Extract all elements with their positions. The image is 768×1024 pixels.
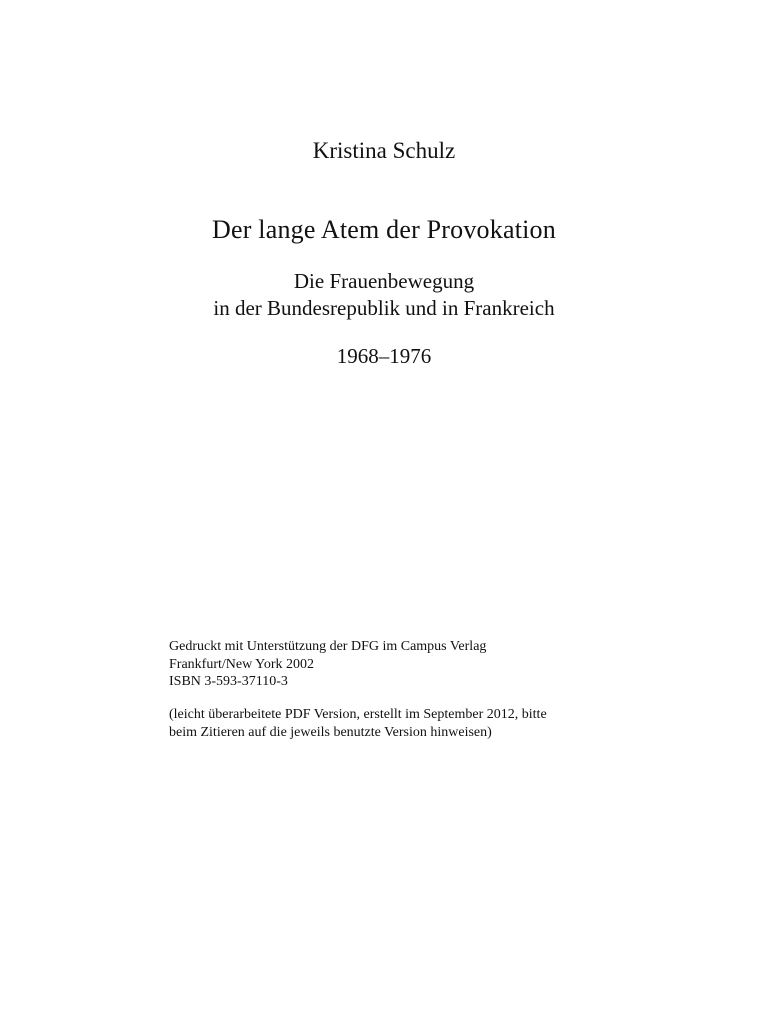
book-title: Der lange Atem der Provokation bbox=[212, 215, 556, 244]
imprint-line-isbn: ISBN 3-593-37110-3 bbox=[169, 674, 288, 689]
imprint-line-place-year: Frankfurt/New York 2002 bbox=[169, 656, 315, 672]
imprint-line-publisher: Gedruckt mit Unterstützung der DFG im Campus Verlag bbox=[169, 639, 487, 654]
year-range: 1968–1976 bbox=[336, 344, 432, 368]
book-subtitle bbox=[0, 268, 768, 322]
version-note-line-1: (leicht überarbeitete PDF Version, erstellt im September 2012, bitte bbox=[169, 707, 547, 722]
version-note bbox=[169, 706, 649, 742]
version-note-line-2: beim Zitieren auf die jeweils benutzte Version hinweisen) bbox=[169, 725, 492, 740]
subtitle-line-1: Die Frauenbewegung bbox=[293, 269, 475, 293]
subtitle-line-2: in der Bundesrepublik und in Frankreich bbox=[213, 296, 555, 320]
imprint-block bbox=[169, 638, 639, 691]
author-name: Kristina Schulz bbox=[312, 138, 456, 163]
